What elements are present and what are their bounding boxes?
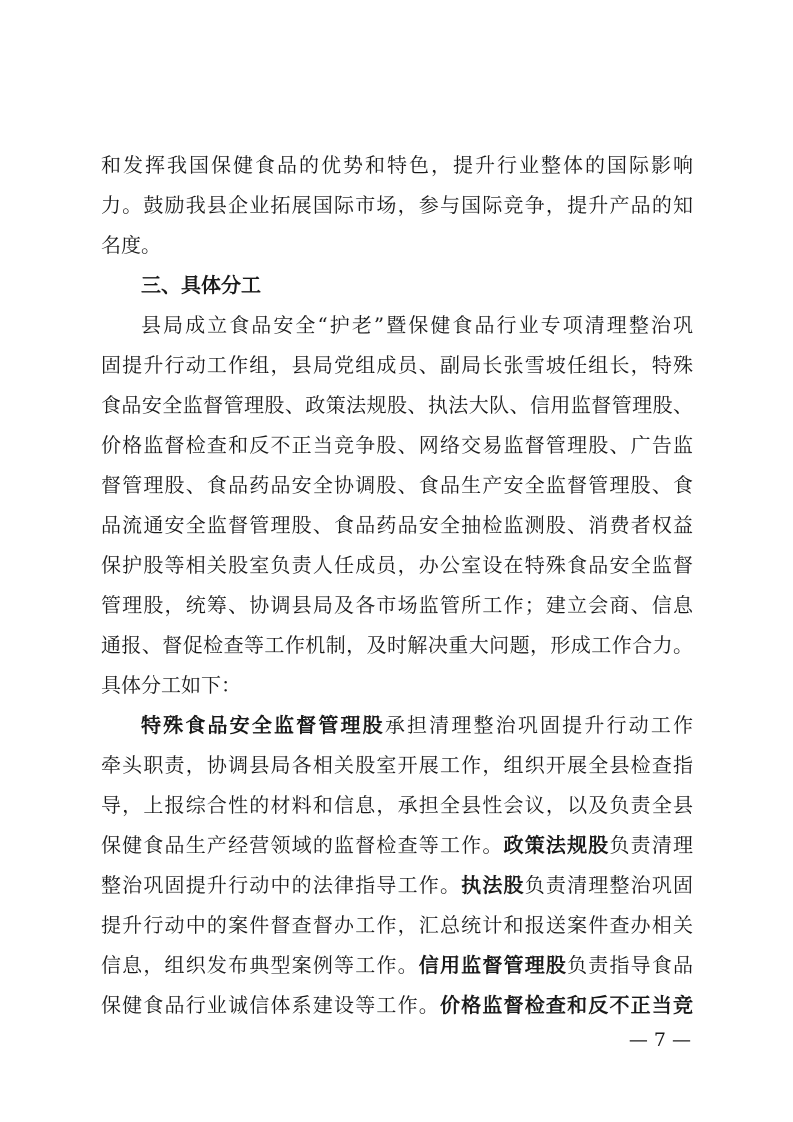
text-line: 具体分工如下：	[101, 673, 241, 697]
document-body	[101, 145, 693, 1025]
text-line: 和发挥我国保健食品的优势和特色，提升行业整体的国际影响	[101, 153, 693, 177]
bold-term: 信用监督管理股	[418, 953, 568, 977]
bold-term: 价格监督检查和反不正当竞	[439, 993, 694, 1017]
text-span: 信息，组织发布典型案例等工作。	[101, 953, 419, 977]
text-line	[101, 985, 693, 1025]
text-line	[101, 705, 693, 745]
text-span: 整治巩固提升行动中的法律指导工作。	[101, 873, 462, 897]
text-line: 名度。	[101, 233, 161, 257]
text-span: 承担清理整治巩固提升行动工作	[384, 713, 694, 737]
text-span: 负责指导食品	[567, 953, 694, 977]
text-line	[101, 865, 693, 905]
text-line	[101, 825, 693, 865]
bold-term: 执法股	[461, 873, 525, 897]
text-line: 牵头职责，协调县局各相关股室开展工作，组织开展全县检查指	[101, 753, 693, 777]
text-line	[101, 945, 693, 985]
text-line: 管理股，统筹、协调县局及各市场监管所工作；建立会商、信息	[101, 593, 693, 617]
text-line: 保护股等相关股室负责人任成员，办公室设在特殊食品安全监督	[101, 553, 693, 577]
text-line: 提升行动中的案件督查督办工作，汇总统计和报送案件查办相关	[101, 913, 693, 937]
text-span: 保健食品生产经营领域的监督检查等工作。	[101, 833, 504, 857]
text-line: 价格监督检查和反不正当竞争股、网络交易监督管理股、广告监	[101, 433, 693, 457]
bold-term: 政策法规股	[503, 833, 610, 857]
bold-term: 特殊食品安全监督管理股	[141, 713, 385, 737]
text-span: 保健食品行业诚信体系建设等工作。	[101, 993, 440, 1017]
text-line: 力。鼓励我县企业拓展国际市场，参与国际竞争，提升产品的知	[101, 193, 693, 217]
section-heading: 三、具体分工	[141, 273, 261, 297]
text-line: 县局成立食品安全“护老”暨保健食品行业专项清理整治巩	[141, 313, 693, 337]
page-number: — 7 —	[628, 1029, 691, 1051]
text-line: 食品安全监督管理股、政策法规股、执法大队、信用监督管理股、	[101, 393, 693, 417]
text-span: 负责清理整治巩固	[524, 873, 694, 897]
text-line: 导，上报综合性的材料和信息，承担全县性会议，以及负责全县	[101, 793, 693, 817]
text-line: 固提升行动工作组，县局党组成员、副局长张雪坡任组长，特殊	[101, 353, 693, 377]
text-span: 负责清理	[609, 833, 694, 857]
text-line: 品流通安全监督管理股、食品药品安全抽检监测股、消费者权益	[101, 513, 693, 537]
text-line: 通报、督促检查等工作机制，及时解决重大问题，形成工作合力。	[101, 633, 693, 657]
text-line: 督管理股、食品药品安全协调股、食品生产安全监督管理股、食	[101, 473, 693, 497]
